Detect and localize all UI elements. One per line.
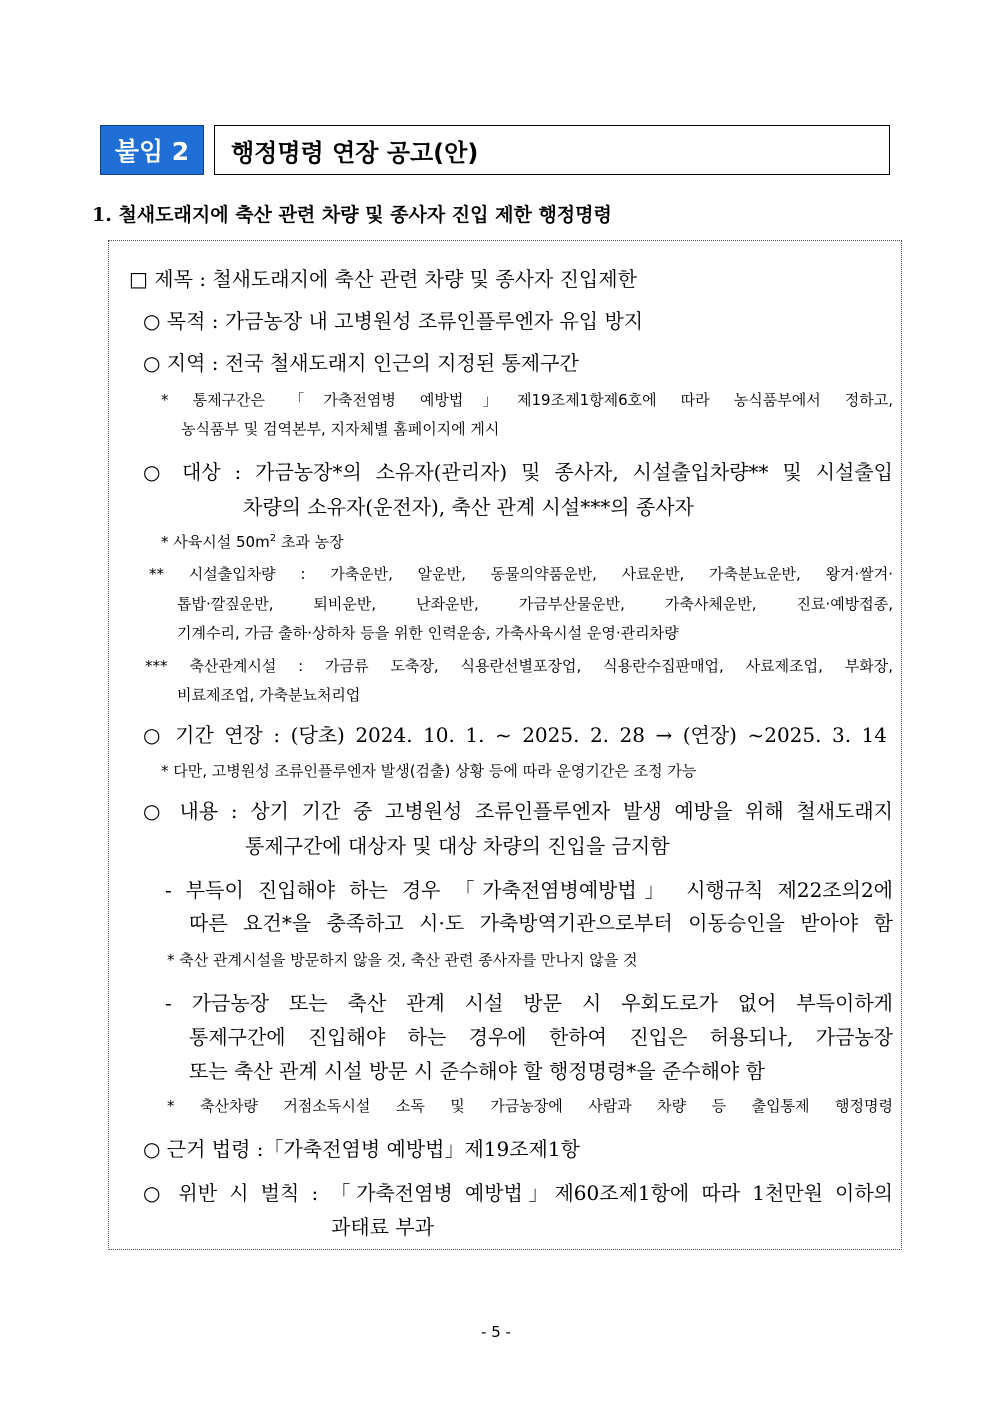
detour-line-cont: 통제구간에 진입해야 하는 경우에 한하여 진입은 허용되나, 가금농장 — [189, 1025, 893, 1049]
attachment-header — [100, 125, 890, 175]
target-line-cont: 차량의 소유자(운전자), 축산 관계 시설***의 종사자 — [243, 495, 694, 519]
content-line: ○ 내용 : 상기 기간 중 고병원성 조류인플루엔자 발생 예방을 위해 철새도래지 — [143, 799, 893, 823]
purpose-line: ○ 목적 : 가금농장 내 고병원성 조류인플루엔자 유입 방지 — [143, 309, 644, 333]
section-heading: 1. 철새도래지에 축산 관련 차량 및 종사자 진입 제한 행정명령 — [92, 204, 612, 226]
detour-line: - 가금농장 또는 축산 관계 시설 방문 시 우회도로가 없어 부득이하게 — [165, 991, 893, 1015]
penalty-line: ○ 위반 시 벌칙 : 「가축전염병 예방법」제60조제1항에 따라 1천만원 이하의 — [143, 1181, 893, 1205]
detour-line-cont2: 또는 축산 관계 시설 방문 시 준수해야 할 행정명령*을 준수해야 함 — [189, 1059, 765, 1083]
region-line: ○ 지역 : 전국 철새도래지 인근의 지정된 통제구간 — [143, 351, 579, 375]
region-note: * 통제구간은 「가축전염병 예방법」제19조제1항제6호에 따라 농식품부에서 정하고, — [161, 391, 893, 409]
content-line-cont: 통제구간에 대상자 및 대상 차량의 진입을 금지함 — [245, 834, 670, 858]
content-box — [108, 240, 902, 1250]
target-note-a: * 사육시설 $50m^2$ 초과 농장 — [161, 533, 344, 551]
penalty-line-cont: 과태료 부과 — [331, 1215, 434, 1239]
target-note-c-cont: 비료제조업, 가축분뇨처리업 — [177, 686, 361, 704]
target-note-b-cont: 톱밥·깔짚운반, 퇴비운반, 난좌운반, 가금부산물운반, 가축사체운반, 진료·예방접종, — [177, 595, 893, 613]
target-note-c: *** 축산관계시설 : 가금류 도축장, 식용란선별포장업, 식용란수집판매업, 사료제조업, 부화장, — [145, 657, 893, 675]
exception-line-cont: 따른 요건*을 충족하고 시·도 가축방역기관으로부터 이동승인을 받아야 함 — [189, 911, 893, 935]
attachment-badge: 붙임 2 — [100, 125, 204, 175]
period-note: * 다만, 고병원성 조류인플루엔자 발생(검출) 상황 등에 따라 운영기간은 조정 가능 — [161, 762, 697, 780]
target-line: ○ 대상 : 가금농장*의 소유자(관리자) 및 종사자, 시설출입차량** 및 시설출입 — [143, 460, 893, 484]
target-note-b-cont2: 기계수리, 가금 출하·상하차 등을 위한 인력운송, 가축사육시설 운영·관리차량 — [177, 624, 679, 642]
detour-note: * 축산차량 거점소독시설 소독 및 가금농장에 사람과 차량 등 출입통제 행정명령 — [167, 1097, 893, 1115]
exception-line: - 부득이 진입해야 하는 경우 「가축전염병예방법」 시행규칙 제22조의2에 — [165, 878, 893, 902]
target-note-b: ** 시설출입차량 : 가축운반, 알운반, 동물의약품운반, 사료운반, 가축분뇨운반, 왕겨·쌀겨· — [149, 565, 893, 583]
period-line: ○ 기간 연장 : (당초) 2024. 10. 1. ~ 2025. 2. 28 → (연장) ~2025. 3. 14 — [143, 723, 887, 747]
region-note-cont: 농식품부 및 검역본부, 지자체별 홈페이지에 게시 — [181, 420, 500, 438]
document-title: 행정명령 연장 공고(안) — [214, 125, 890, 175]
exception-note: * 축산 관계시설을 방문하지 않을 것, 축산 관련 종사자를 만나지 않을 것 — [167, 951, 638, 969]
page-number: - 5 - — [481, 1323, 511, 1341]
legal-basis-line: ○ 근거 법령 :「가축전염병 예방법」제19조제1항 — [143, 1137, 580, 1161]
subject-line: □ 제목 : 철새도래지에 축산 관련 차량 및 종사자 진입제한 — [129, 267, 637, 291]
